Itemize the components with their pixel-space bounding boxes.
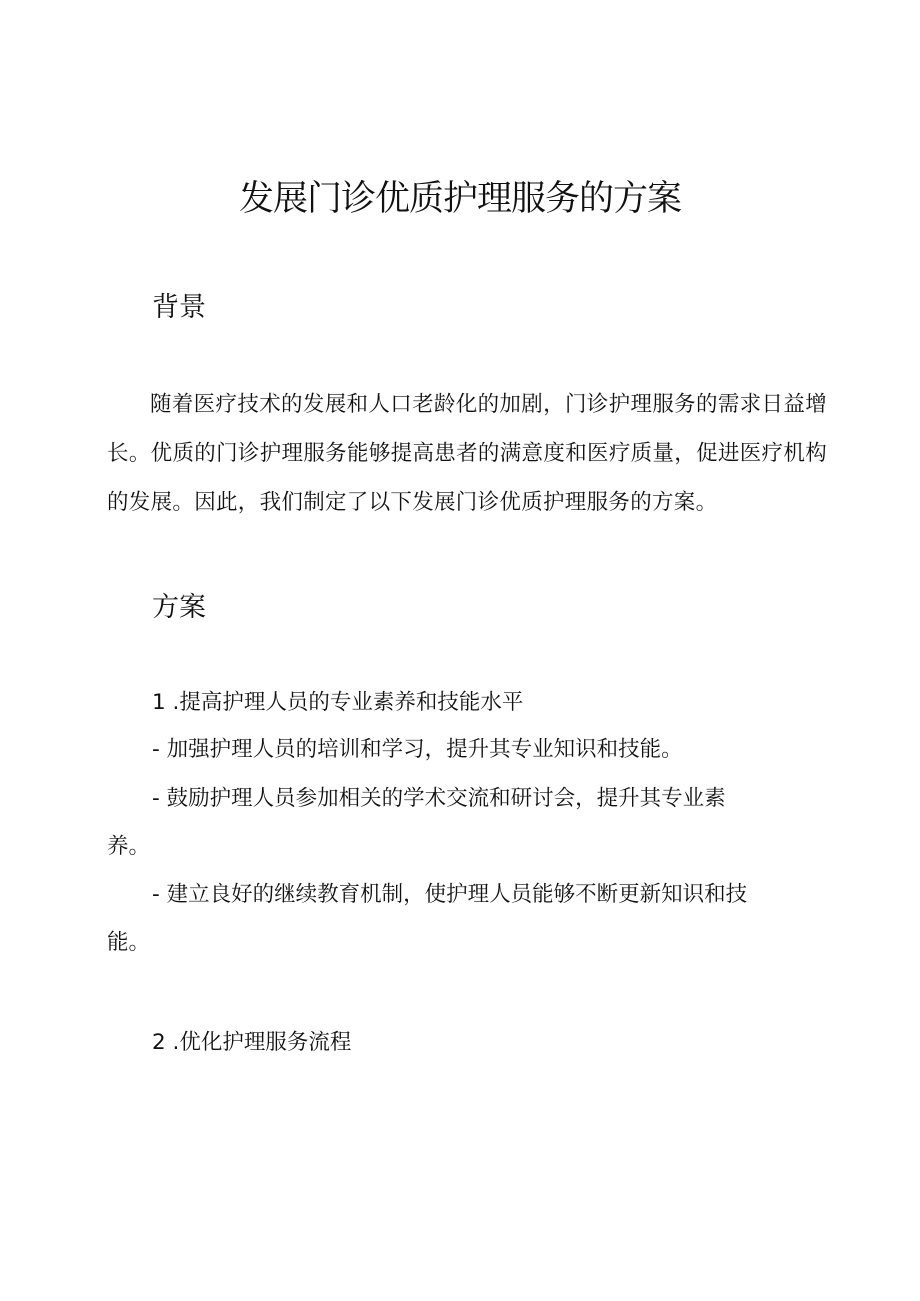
plan-item-2-title: 2 .优化护理服务流程 [152,1030,352,1055]
plan-item-1-bullet-3: - 建立良好的继续教育机制，使护理人员能够不断更新知识和技 [152,882,748,907]
document-title: 发展门诊优质护理服务的方案 [238,179,681,219]
plan-item-1-bullet-2-continuation: 养。 [107,834,151,859]
section-heading-plan: 方案 [152,592,206,623]
section-heading-background: 背景 [152,292,206,323]
plan-item-1-bullet-2: - 鼓励护理人员参加相关的学术交流和研讨会，提升其专业素 [152,786,726,811]
plan-item-1-bullet-3-continuation: 能。 [107,930,151,955]
background-paragraph: 随着医疗技术的发展和人口老龄化的加剧，门诊护理服务的需求日益增长。优质的门诊护理服务能够提高患者的满意度和医疗质量，促进医疗机构的发展。因此，我们制定了以下发展门诊优质护理服务的方案。 [107,392,827,515]
plan-item-1-bullet-1: - 加强护理人员的培训和学习，提升其专业知识和技能。 [152,737,683,762]
plan-item-1-title: 1 .提高护理人员的专业素养和技能水平 [152,690,524,715]
